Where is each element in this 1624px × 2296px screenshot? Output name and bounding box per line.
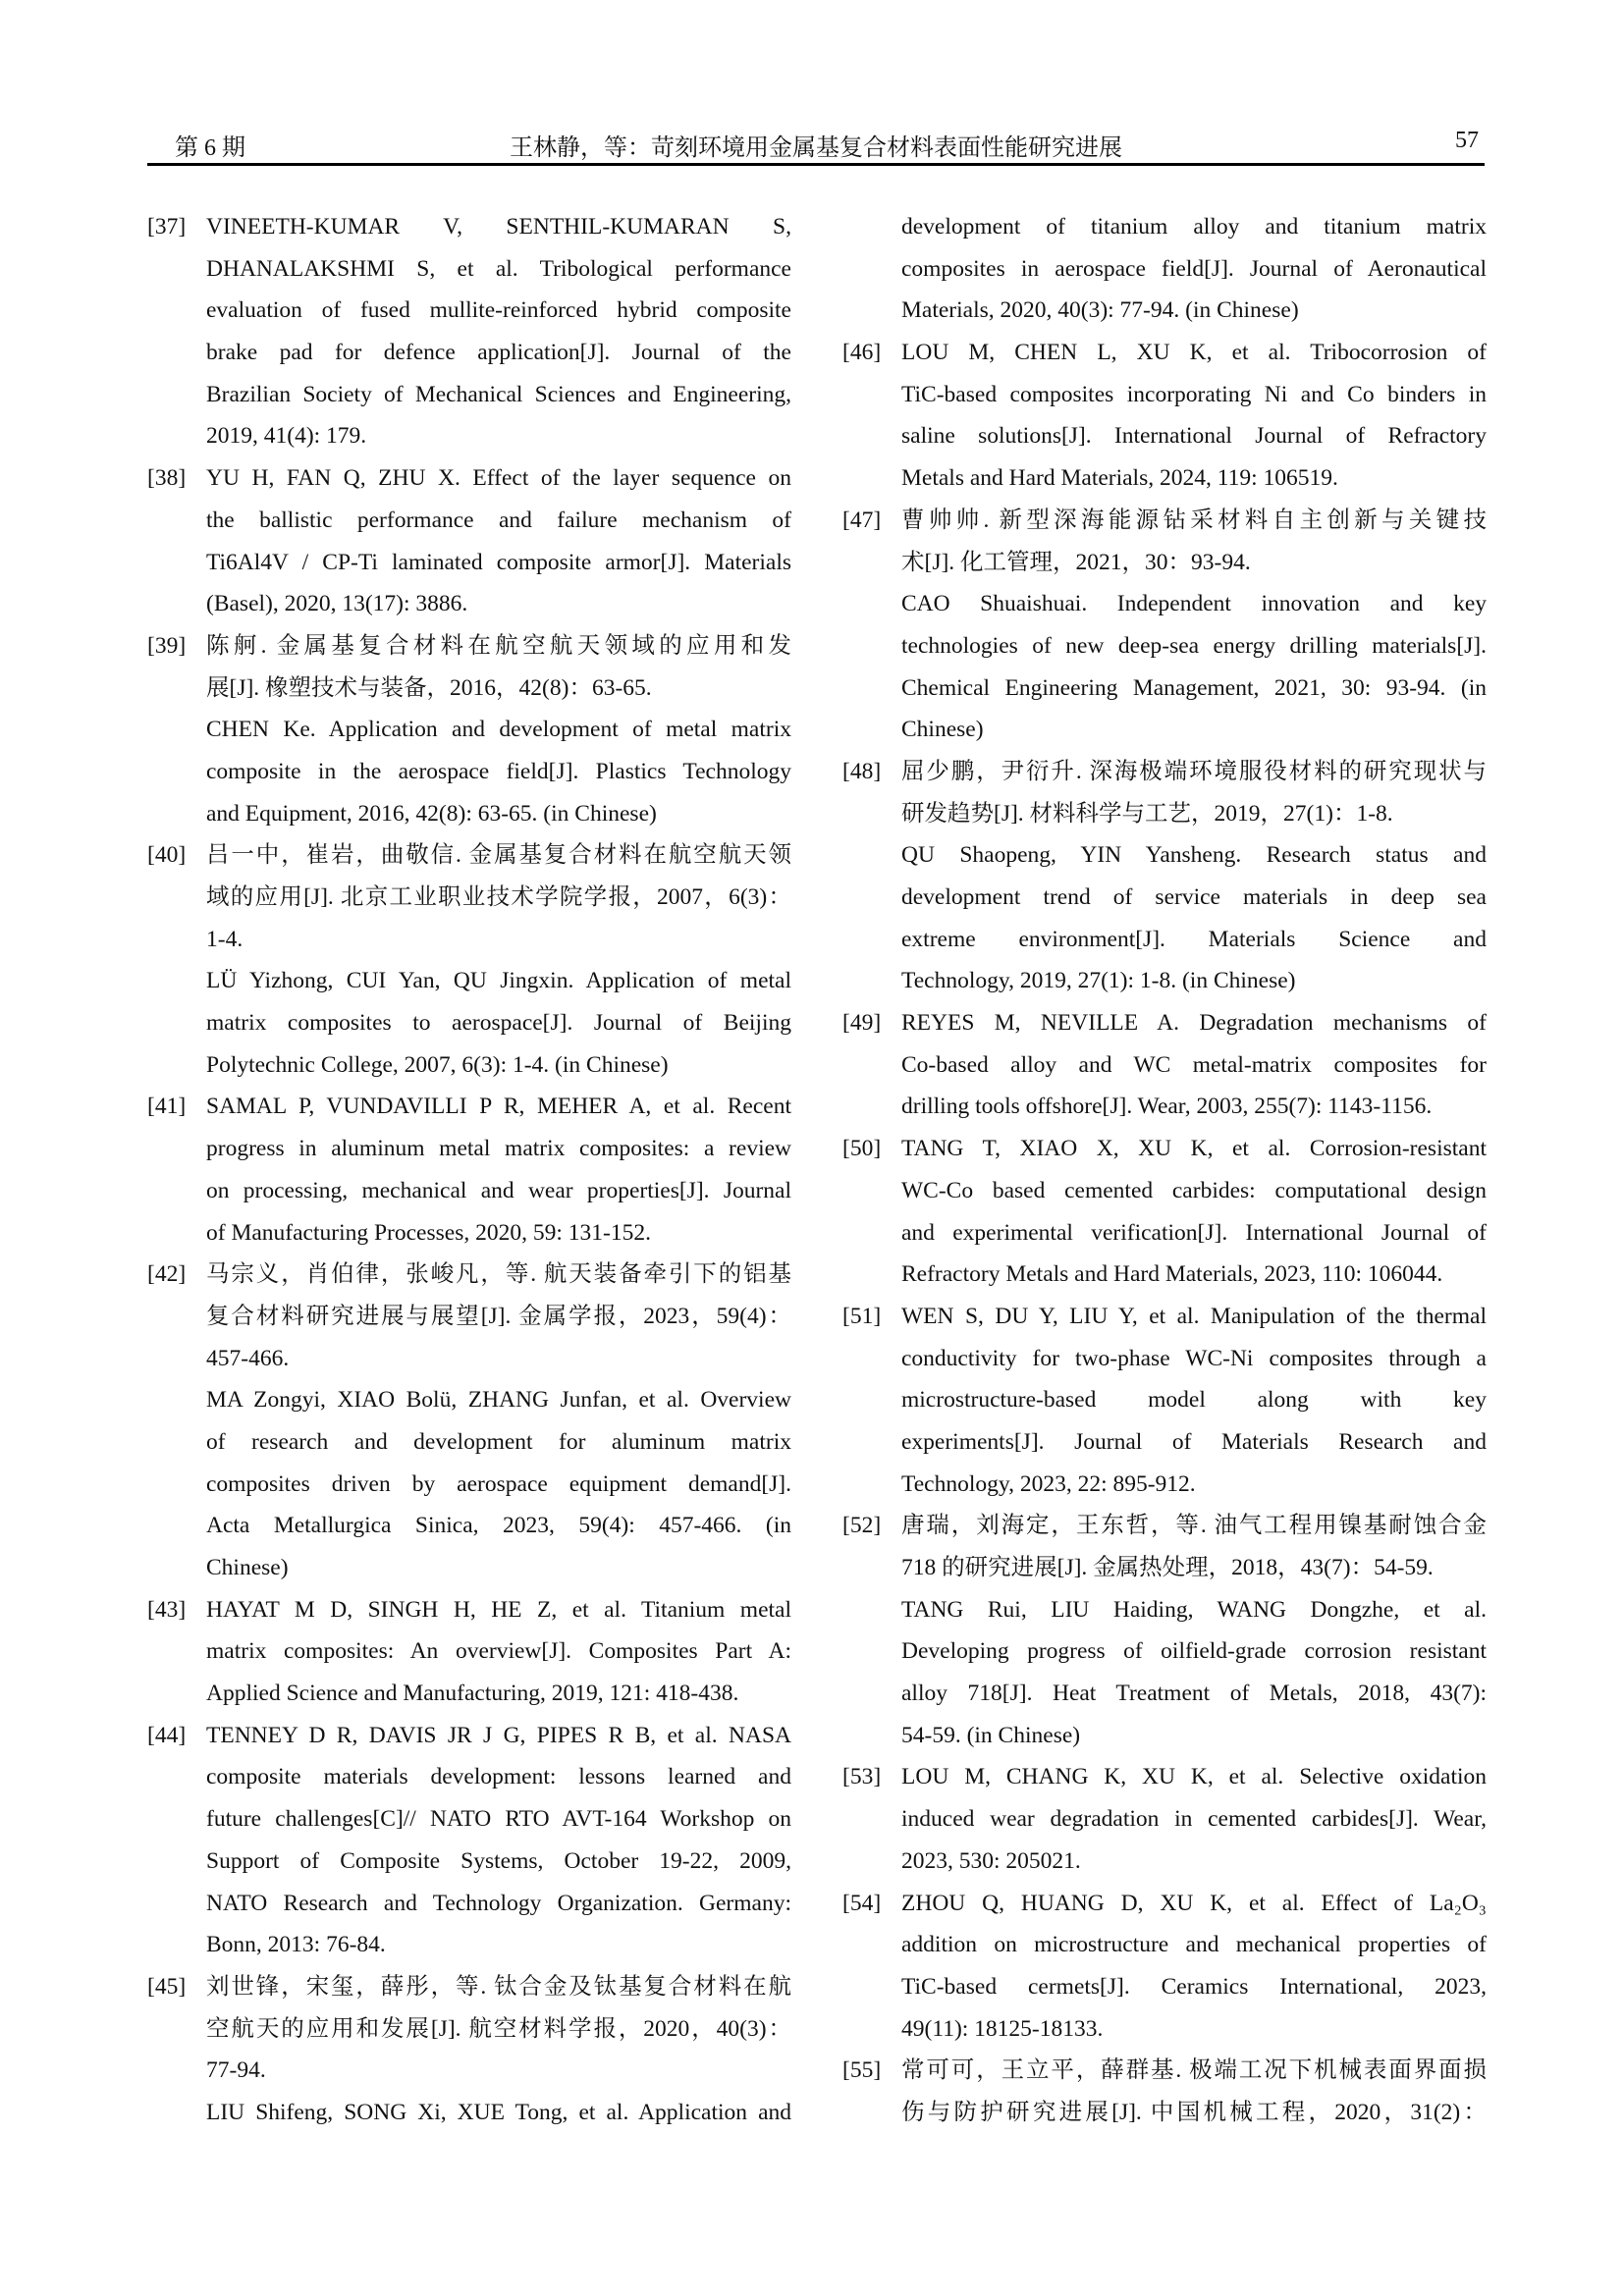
reference-text: composite in the aerospace field[J]. Plastics Technology: [206, 758, 791, 784]
reference-number: [44]: [147, 1722, 187, 1748]
reference-number: [49]: [842, 1010, 882, 1037]
reference-entry: [842, 1002, 1487, 1128]
reference-line: [842, 625, 1487, 667]
reference-text: future challenges[C]// NATO RTO AVT-164 Workshop on: [206, 1806, 791, 1833]
reference-number: [51]: [842, 1303, 882, 1329]
reference-line: [842, 709, 1487, 751]
reference-line: [842, 919, 1487, 961]
reference-line: [842, 1715, 1487, 1757]
reference-line: [842, 248, 1487, 291]
reference-text: TiC-based composites incorporating Ni and Co binders in: [901, 381, 1487, 407]
reference-text: 域的应用[J]. 北京工业职业技术学院学报，2007，6(3)：: [206, 884, 791, 910]
reference-text: LOU M, CHEN L, XU K, et al. Tribocorrosion of: [901, 340, 1487, 366]
page-number: 57: [1455, 128, 1479, 153]
reference-line: [842, 1673, 1487, 1715]
reference-line: [147, 1589, 791, 1631]
reference-entry: [147, 625, 791, 834]
reference-text: composites driven by aerospace equipment demand[J].: [206, 1470, 791, 1497]
reference-text: 77-94.: [206, 2057, 266, 2084]
reference-line: [842, 1002, 1487, 1044]
reference-text: WC-Co based cemented carbides: computational design: [901, 1177, 1487, 1203]
reference-line: [842, 2092, 1487, 2134]
reference-text: evaluation of fused mullite-reinforced hybrid composite: [206, 297, 791, 324]
reference-text: TENNEY D R, DAVIS JR J G, PIPES R B, et al. NASA: [206, 1722, 791, 1748]
reference-text: 457-466.: [206, 1345, 290, 1371]
reference-text: DHANALAKSHMI S, et al. Tribological performance: [206, 255, 791, 282]
reference-text: Technology, 2019, 27(1): 1-8. (in Chinese): [901, 968, 1296, 994]
reference-line: [842, 1883, 1487, 1925]
reference-text: MA Zongyi, XIAO Bolü, ZHANG Junfan, et al. Overview: [206, 1387, 791, 1414]
reference-text: 马宗义，肖伯律，张峻凡，等. 航天装备牵引下的铝基: [206, 1261, 791, 1288]
reference-line: [842, 583, 1487, 625]
reference-line: [842, 2008, 1487, 2051]
reference-number: [37]: [147, 214, 187, 240]
reference-text: and Equipment, 2016, 42(8): 63-65. (in Chinese): [206, 800, 657, 827]
reference-text: VINEETH-KUMAR V, SENTHIL-KUMARAN S,: [206, 214, 791, 240]
reference-text: of Manufacturing Processes, 2020, 59: 131-152.: [206, 1219, 651, 1246]
reference-line: [842, 1170, 1487, 1212]
reference-entry: [147, 1086, 791, 1254]
reference-text: technologies of new deep-sea energy drilling materials[J].: [901, 632, 1487, 659]
reference-line: [147, 1673, 791, 1715]
reference-entry: [147, 206, 791, 457]
reference-line: [147, 1212, 791, 1255]
reference-text: alloy 718[J]. Heat Treatment of Metals, 2018, 43(7):: [901, 1681, 1487, 1707]
reference-text: microstructure-based model along with key: [901, 1387, 1487, 1414]
reference-line: [842, 542, 1487, 584]
reference-text: matrix composites to aerospace[J]. Journal of Beijing: [206, 1010, 791, 1037]
reference-text: HAYAT M D, SINGH H, HE Z, et al. Titanium metal: [206, 1596, 791, 1623]
reference-column-left: [147, 206, 791, 2134]
reference-text: ZHOU Q, HUANG D, XU K, et al. Effect of La₂O₃: [901, 1890, 1487, 1916]
reference-number: [43]: [147, 1596, 187, 1623]
reference-number: [45]: [147, 1973, 187, 2000]
reference-line: [842, 793, 1487, 835]
reference-text: LOU M, CHANG K, XU K, et al. Selective oxidation: [901, 1764, 1487, 1790]
running-header: [147, 128, 1485, 163]
reference-line: [147, 457, 791, 500]
reference-text: conductivity for two-phase WC-Ni composites through a: [901, 1345, 1487, 1371]
reference-text: 展[J]. 橡塑技术与装备，2016，42(8)：63-65.: [206, 674, 652, 701]
reference-line: [842, 2050, 1487, 2092]
reference-text: Refractory Metals and Hard Materials, 2023, 110: 106044.: [901, 1261, 1443, 1288]
reference-text: Polytechnic College, 2007, 6(3): 1-4. (in Chinese): [206, 1051, 669, 1078]
reference-text: induced wear degradation in cemented carbides[J]. Wear,: [901, 1806, 1487, 1833]
reference-line: [147, 1338, 791, 1380]
reference-text: composite materials development: lessons learned and: [206, 1764, 791, 1790]
reference-text: on processing, mechanical and wear properties[J]. Journal: [206, 1177, 791, 1203]
reference-entry: [842, 1505, 1487, 1756]
reference-entry: [842, 1128, 1487, 1296]
reference-line: [842, 332, 1487, 374]
reference-line: [842, 1589, 1487, 1631]
reference-line: [147, 1630, 791, 1673]
reference-number: [42]: [147, 1261, 187, 1288]
reference-entry: [147, 1254, 791, 1589]
reference-line: [842, 1254, 1487, 1296]
reference-text: LIU Shifeng, SONG Xi, XUE Tong, et al. Application and: [206, 2099, 791, 2125]
reference-entry: [842, 332, 1487, 500]
reference-line: [842, 374, 1487, 416]
reference-text: 复合材料研究进展与展望[J]. 金属学报，2023，59(4)：: [206, 1303, 791, 1329]
reference-line: [842, 1464, 1487, 1506]
reference-line: [147, 2050, 791, 2092]
reference-text: development trend of service materials in deep sea: [901, 884, 1487, 910]
reference-text: WEN S, DU Y, LIU Y, et al. Manipulation of the thermal: [901, 1303, 1487, 1329]
reference-number: [53]: [842, 1764, 882, 1790]
reference-text: CHEN Ke. Application and development of metal matrix: [206, 717, 791, 743]
reference-text: Chinese): [901, 717, 984, 743]
reference-column-right: [842, 206, 1487, 2134]
reference-line: [147, 1128, 791, 1170]
reference-text: 吕一中，崔岩，曲敬信. 金属基复合材料在航空航天领: [206, 842, 791, 869]
reference-text: 唐瑞，刘海定，王东哲，等. 油气工程用镍基耐蚀合金: [901, 1513, 1487, 1539]
reference-text: TiC-based cermets[J]. Ceramics International, 2023,: [901, 1973, 1487, 2000]
reference-entry: [842, 206, 1487, 332]
reference-line: [842, 1212, 1487, 1255]
reference-number: [50]: [842, 1136, 882, 1162]
reference-line: [147, 793, 791, 835]
reference-line: [147, 751, 791, 793]
reference-text: brake pad for defence application[J]. Journal of the: [206, 340, 791, 366]
reference-line: [147, 2008, 791, 2051]
reference-text: 常可可，王立平，薛群基. 极端工况下机械表面界面损: [901, 2057, 1487, 2084]
reference-line: [147, 1966, 791, 2008]
reference-line: [842, 500, 1487, 542]
reference-line: [147, 1044, 791, 1087]
reference-text: Materials, 2020, 40(3): 77-94. (in Chinese): [901, 297, 1299, 324]
reference-text: 49(11): 18125-18133.: [901, 2015, 1104, 2042]
reference-text: addition on microstructure and mechanical properties of: [901, 1932, 1487, 1958]
reference-line: [147, 1002, 791, 1044]
reference-text: and experimental verification[J]. International Journal of: [901, 1219, 1487, 1246]
reference-entry: [842, 1296, 1487, 1505]
reference-text: Bonn, 2013: 76-84.: [206, 1932, 386, 1958]
reference-text: 空航天的应用和发展[J]. 航空材料学报，2020，40(3)：: [206, 2015, 791, 2042]
reference-line: [842, 667, 1487, 710]
reference-entry: [147, 834, 791, 1086]
reference-text: Co-based alloy and WC metal-matrix composites for: [901, 1051, 1487, 1078]
reference-text: Applied Science and Manufacturing, 2019, 121: 418-438.: [206, 1681, 739, 1707]
reference-line: [147, 625, 791, 667]
reference-line: [147, 1254, 791, 1296]
reference-line: [147, 877, 791, 919]
reference-text: 718 的研究进展[J]. 金属热处理，2018，43(7)：54-59.: [901, 1555, 1434, 1580]
reference-text: (Basel), 2020, 13(17): 3886.: [206, 591, 468, 617]
reference-text: TANG T, XIAO X, XU K, et al. Corrosion-resistant: [901, 1136, 1487, 1162]
reference-text: 2019, 41(4): 179.: [206, 423, 367, 450]
reference-entry: [147, 1715, 791, 1966]
reference-line: [147, 834, 791, 877]
running-title: 王林静，等：苛刻环境用金属基复合材料表面性能研究进展: [510, 135, 1122, 161]
reference-line: [842, 290, 1487, 332]
reference-number: [40]: [147, 842, 187, 869]
reference-line: [147, 1421, 791, 1464]
reference-text: development of titanium alloy and titanium matrix: [901, 214, 1487, 240]
reference-text: Acta Metallurgica Sinica, 2023, 59(4): 457-466. (in: [206, 1513, 791, 1539]
reference-entry: [842, 1883, 1487, 2051]
reference-text: Developing progress of oilfield-grade corrosion resistant: [901, 1638, 1487, 1665]
reference-line: [147, 1924, 791, 1966]
reference-text: Chemical Engineering Management, 2021, 30: 93-94. (in: [901, 674, 1487, 701]
reference-line: [147, 1296, 791, 1338]
reference-text: 屈少鹏，尹衍升. 深海极端环境服役材料的研究现状与: [901, 758, 1487, 784]
reference-line: [147, 1170, 791, 1212]
reference-entry: [147, 457, 791, 625]
reference-text: composites in aerospace field[J]. Journal of Aeronautical: [901, 255, 1487, 282]
reference-line: [842, 1421, 1487, 1464]
reference-line: [842, 1841, 1487, 1883]
reference-line: [842, 1379, 1487, 1421]
reference-text: 伤与防护研究进展[J]. 中国机械工程，2020，31(2)：: [901, 2099, 1487, 2125]
reference-line: [147, 1086, 791, 1128]
reference-entry: [842, 500, 1487, 751]
reference-text: Ti6Al4V / CP-Ti laminated composite armor[J]. Materials: [206, 549, 791, 575]
reference-text: YU H, FAN Q, ZHU X. Effect of the layer sequence on: [206, 465, 791, 492]
reference-text: extreme environment[J]. Materials Science and: [901, 926, 1487, 952]
reference-entry: [842, 2050, 1487, 2133]
reference-text: Support of Composite Systems, October 19-22, 2009,: [206, 1847, 791, 1874]
reference-text: QU Shaopeng, YIN Yansheng. Research status and: [901, 842, 1487, 869]
reference-number: [48]: [842, 758, 882, 784]
reference-line: [147, 206, 791, 248]
reference-text: 术[J]. 化工管理，2021，30：93-94.: [901, 549, 1251, 575]
reference-text: SAMAL P, VUNDAVILLI P R, MEHER A, et al. Recent: [206, 1094, 791, 1120]
reference-line: [147, 332, 791, 374]
reference-text: NATO Research and Technology Organization. Germany:: [206, 1890, 791, 1916]
reference-line: [842, 1798, 1487, 1841]
reference-text: progress in aluminum metal matrix composites: a review: [206, 1136, 791, 1162]
reference-text: Brazilian Society of Mechanical Sciences and Engineering,: [206, 381, 791, 407]
header-rule: [147, 163, 1485, 166]
reference-number: [47]: [842, 507, 882, 533]
reference-text: 曹帅帅. 新型深海能源钻采材料自主创新与关键技: [901, 507, 1487, 533]
reference-line: [147, 1798, 791, 1841]
reference-line: [842, 1086, 1487, 1128]
reference-line: [147, 1715, 791, 1757]
reference-number: [55]: [842, 2057, 882, 2084]
reference-entry: [147, 1966, 791, 2134]
reference-text: 陈舸. 金属基复合材料在航空航天领域的应用和发: [206, 632, 791, 659]
reference-text: 研发趋势[J]. 材料科学与工艺，2019，27(1)：1-8.: [901, 800, 1393, 827]
reference-line: [842, 877, 1487, 919]
reference-line: [842, 1630, 1487, 1673]
reference-text: of research and development for aluminum matrix: [206, 1428, 791, 1455]
reference-line: [842, 415, 1487, 457]
reference-line: [147, 500, 791, 542]
reference-line: [147, 248, 791, 291]
reference-line: [842, 1128, 1487, 1170]
reference-line: [147, 374, 791, 416]
reference-line: [842, 751, 1487, 793]
reference-text: CAO Shuaishuai. Independent innovation and key: [901, 591, 1487, 617]
reference-text: saline solutions[J]. International Journal of Refractory: [901, 423, 1487, 450]
reference-text: 54-59. (in Chinese): [901, 1722, 1081, 1748]
reference-line: [147, 1464, 791, 1506]
reference-line: [147, 1756, 791, 1798]
reference-line: [842, 1296, 1487, 1338]
reference-line: [147, 1505, 791, 1547]
reference-line: [147, 919, 791, 961]
reference-entry: [842, 1756, 1487, 1882]
reference-line: [842, 206, 1487, 248]
reference-line: [147, 709, 791, 751]
reference-line: [842, 834, 1487, 877]
reference-number: [41]: [147, 1094, 187, 1120]
reference-line: [147, 1379, 791, 1421]
reference-text: matrix composites: An overview[J]. Composites Part A:: [206, 1638, 791, 1665]
reference-text: Chinese): [206, 1555, 289, 1580]
reference-line: [842, 457, 1487, 500]
reference-text: Metals and Hard Materials, 2024, 119: 106519.: [901, 465, 1338, 492]
reference-line: [842, 960, 1487, 1002]
reference-line: [147, 667, 791, 710]
reference-line: [147, 583, 791, 625]
reference-line: [842, 1044, 1487, 1087]
reference-text: the ballistic performance and failure mechanism of: [206, 507, 791, 533]
reference-line: [147, 1841, 791, 1883]
reference-text: 1-4.: [206, 926, 244, 952]
reference-line: [147, 1547, 791, 1589]
reference-text: experiments[J]. Journal of Materials Research and: [901, 1428, 1487, 1455]
reference-number: [39]: [147, 632, 187, 659]
reference-number: [46]: [842, 340, 882, 366]
reference-line: [147, 290, 791, 332]
reference-text: TANG Rui, LIU Haiding, WANG Dongzhe, et al.: [901, 1596, 1487, 1623]
reference-line: [147, 1883, 791, 1925]
reference-line: [842, 1756, 1487, 1798]
reference-text: LÜ Yizhong, CUI Yan, QU Jingxin. Application of metal: [206, 968, 791, 994]
reference-line: [842, 1924, 1487, 1966]
reference-line: [147, 2092, 791, 2134]
reference-text: drilling tools offshore[J]. Wear, 2003, 255(7): 1143-1156.: [901, 1094, 1433, 1120]
reference-number: [54]: [842, 1890, 882, 1916]
reference-line: [842, 1505, 1487, 1547]
reference-text: 2023, 530: 205021.: [901, 1847, 1081, 1874]
reference-number: [38]: [147, 465, 187, 492]
reference-line: [147, 415, 791, 457]
reference-entry: [147, 1589, 791, 1715]
reference-text: Technology, 2023, 22: 895-912.: [901, 1470, 1196, 1497]
reference-text: REYES M, NEVILLE A. Degradation mechanisms of: [901, 1010, 1487, 1037]
reference-line: [842, 1547, 1487, 1589]
issue-number: 第 6 期: [175, 135, 245, 161]
reference-text: 刘世锋，宋玺，薛彤，等. 钛合金及钛基复合材料在航: [206, 1973, 791, 2000]
reference-number: [52]: [842, 1513, 882, 1539]
reference-line: [842, 1338, 1487, 1380]
reference-line: [842, 1966, 1487, 2008]
reference-entry: [842, 751, 1487, 1002]
reference-line: [147, 960, 791, 1002]
reference-line: [147, 542, 791, 584]
